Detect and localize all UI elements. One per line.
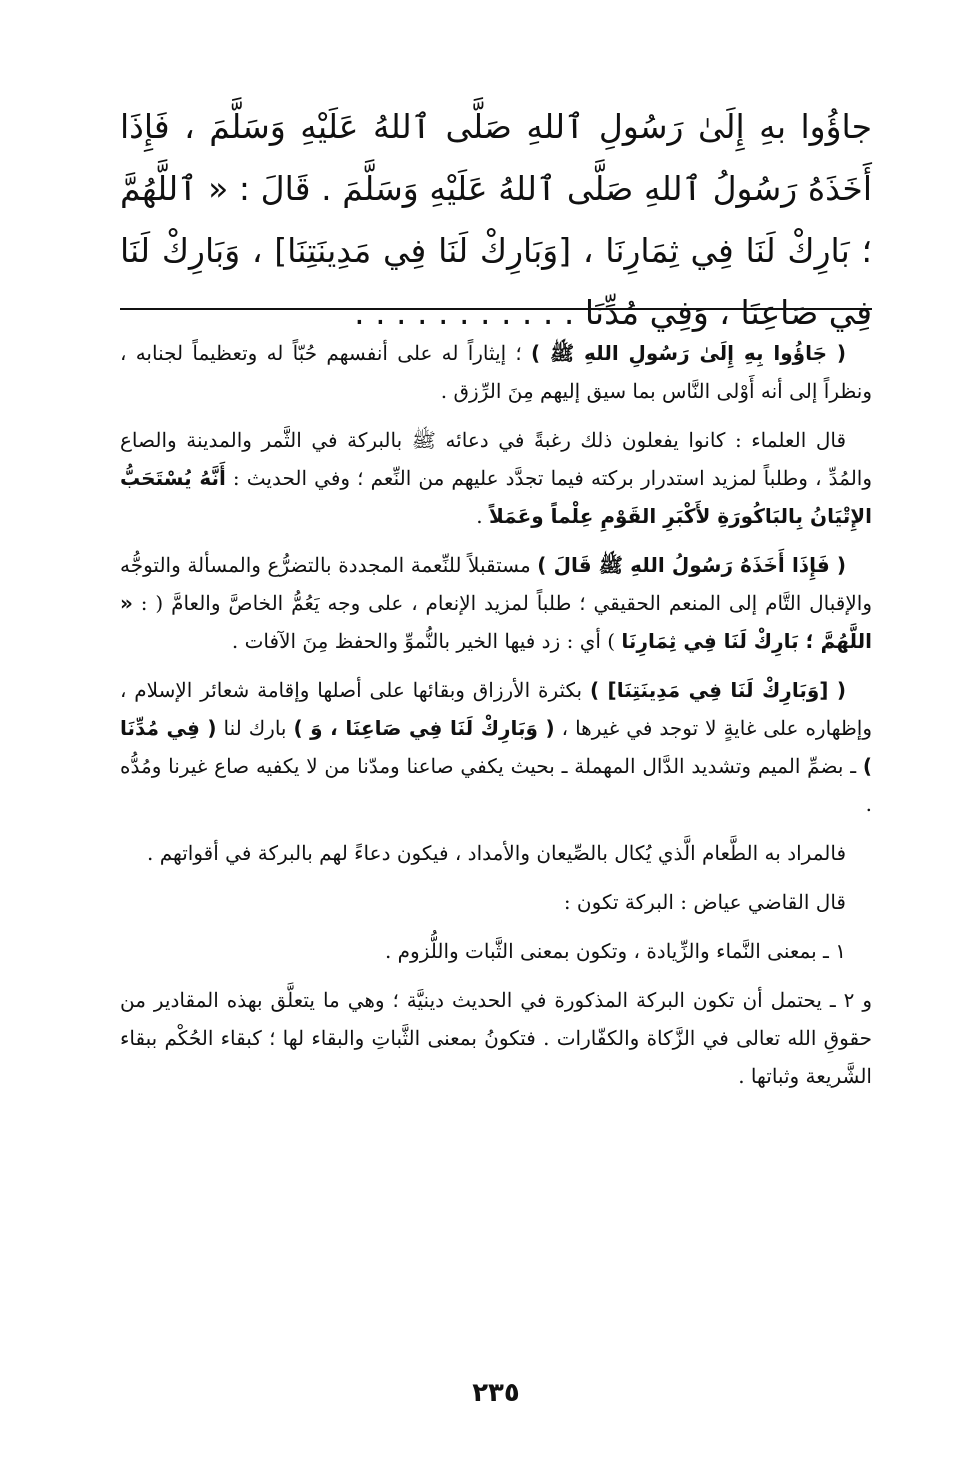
commentary-text: قال العلماء : كانوا يفعلون ذلك رغبةً في دعائه ﷺ بالبركة في الثَّمر والمدينة والصاع والمُدِّ ، وطلباً لمزيد استدرار بركته فيما تجدَّد عليهم من النِّعم ؛ وفي الحديث : <box>120 428 872 490</box>
commentary-text: ) أي : زد فيها الخير بالنُّموِّ والحفظ مِنَ الآفات . <box>231 629 622 653</box>
hadith-text: جاؤُوا بهِ إِلَىٰ رَسُولِ ٱللهِ صَلَّى ٱللهُ عَلَيْهِ وَسَلَّمَ ، فَإِذَا أَخَذَهُ رَسُولُ ٱللهِ صَلَّى ٱللهُ عَلَيْهِ وَسَلَّمَ . قَالَ : « ٱللَّهُمَّ ؛ بَارِكْ لَنَا فِي ثِمَارِنَا ، [وَبَارِكْ لَنَا فِي مَدِينَتِنَا] ، وَبَارِكْ لَنَا فِي صَاعِنَا ، وَفِي مُدِّنَا . . . . . . . . . . . <box>120 107 872 332</box>
commentary-paragraph-3 <box>120 546 872 660</box>
commentary-text: مستقبلاً للنِّعمة المجددة بالتضرُّع والمسألة والتوجُّه والإقبال التَّام إلى المنعم الحقيقي ؛ طلباً لمزيد الإنعام ، على وجه يَعُمُّ الخاصَّ والعامَّ ( : <box>120 553 872 615</box>
page-content <box>120 96 872 1422</box>
commentary-text: ـ بضمِّ الميم وتشديد الدَّال المهملة ـ بحيث يكفي صاعنا ومدّنا من لا يكفيه صاع غيرنا ومُدُّه . <box>120 754 872 816</box>
commentary <box>120 334 872 1106</box>
commentary-text: . <box>476 504 489 528</box>
quoted-phrase: أَنَّهُ يُسْتَحَبُّ الإِتْيَانُ بِالبَاكُورَةِ لأَكْبَرِ القَوْمِ عِلْماً وعَمَلاً <box>120 466 872 528</box>
quoted-phrase: ( [وَبَارِكْ لَنَا فِي مَدِينَتِنَا] ) <box>589 678 847 702</box>
quoted-phrase: ( وَبَارِكْ لَنَا فِي صَاعِنَا ، وَ ) <box>293 716 555 740</box>
commentary-paragraph-1 <box>120 334 872 410</box>
page-number: ٢٣٥ <box>472 1378 520 1408</box>
quoted-phrase: « اللَّهُمَّ ؛ بَارِكْ لَنَا فِي ثِمَارِنَا <box>120 591 872 653</box>
commentary-paragraph-5: فالمراد به الطَّعام الَّذي يُكال بالصِّيعان والأمداد ، فيكون دعاءً لهم بالبركة في أقواتهم . <box>146 841 846 865</box>
footnote-divider <box>120 308 872 310</box>
commentary-paragraph-8: و ٢ ـ يحتمل أن تكون البركة المذكورة في الحديث دينيَّة ؛ وهي ما يتعلَّق بهذه المقادير من حقوقِ الله تعالى في الزَّكاة والكفّارات . فتكونُ بمعنى الثَّباتِ والبقاء لها ؛ كبقاء الحُكْم ببقاء الشَّريعة وثباتها . <box>120 988 873 1088</box>
quoted-phrase: ( فَإِذَا أَخَذَهُ رَسُولُ اللهِ ﷺ قَالَ ) <box>537 553 846 577</box>
commentary-text: ؛ إيثاراً له على أنفسهم حُبّاً له وتعظيماً لجنابه ، ونظراً إلى أنه أَوْلى النَّاس بما سيق إليهم مِنَ الرِّزق . <box>120 341 872 403</box>
quoted-phrase: ( فِي مُدِّنَا ) <box>120 716 872 778</box>
commentary-paragraph-2 <box>120 421 872 535</box>
commentary-paragraph-6: قال القاضي عياض : البركة تكون : <box>563 890 846 914</box>
commentary-text: بكثرة الأرزاق وبقائها على أصلها وإقامة شعائر الإسلام ، وإظهاره على غايةٍ لا توجد في غيرها ، <box>120 678 873 740</box>
commentary-paragraph-4 <box>120 671 872 823</box>
commentary-paragraph-7: ١ ـ بمعنى النَّماء والزِّيادة ، وتكون بمعنى الثَّبات واللُّزوم . <box>384 939 846 963</box>
commentary-text: بارك لنا <box>216 716 294 740</box>
quoted-phrase: ( جَاؤُوا بِهِ إِلَىٰ رَسُولِ اللهِ ﷺ ) <box>531 341 846 365</box>
